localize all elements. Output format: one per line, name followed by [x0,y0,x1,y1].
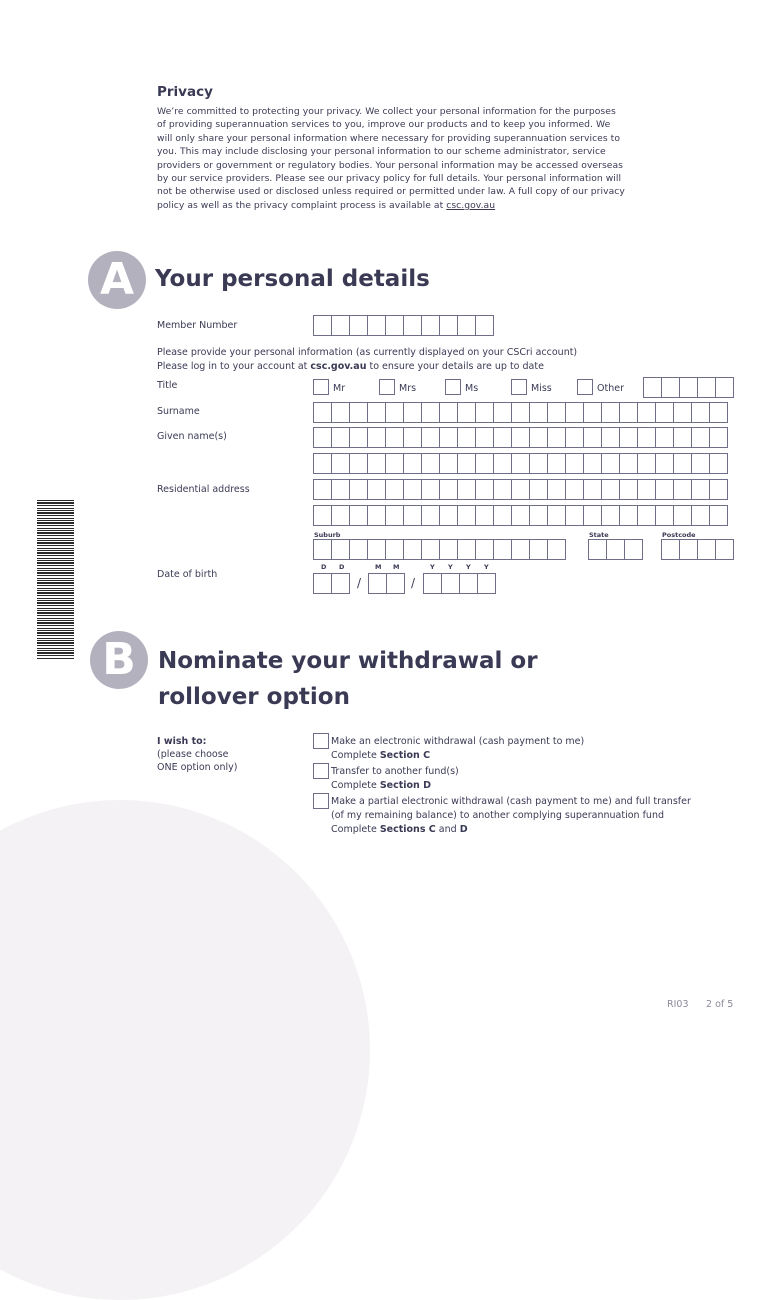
dob-slash-1: / [357,576,362,590]
option-cash-withdrawal-text: Make an electronic withdrawal (cash payment to me) Complete Section C [331,736,585,761]
suburb-label: Suburb [314,531,341,539]
title-miss-checkbox[interactable] [511,379,527,395]
dob-month-input[interactable] [368,573,405,594]
title-mr-checkbox[interactable] [313,379,329,395]
dob-hint-d1: D [321,563,327,571]
option-partial-withdrawal-text: Make a partial electronic withdrawal (cash payment to me) and full transfer (of my remaining balance) to another complying superannuation fund Complete Sections C and D [331,796,691,835]
dob-hint-y2: Y [448,563,453,571]
given-names-input-1[interactable] [313,427,728,448]
given-names-input-2[interactable] [313,453,728,474]
surname-label: Surname [157,406,200,417]
section-a-badge: A [88,251,146,309]
dob-slash-2: / [411,576,416,590]
dob-label: Date of birth [157,569,218,580]
instruction-line-2: Please log in to your account at csc.gov.au to ensure your details are up to date [157,361,544,372]
dob-year-input[interactable] [423,573,496,594]
title-other-checkbox[interactable] [577,379,593,395]
title-other-label: Other [597,383,624,394]
title-miss-label: Miss [531,383,552,394]
member-number-input[interactable] [313,315,494,336]
state-input[interactable] [588,539,643,560]
page-number: 2 of 5 [706,999,734,1010]
choose-line-2: ONE option only) [157,762,238,773]
login-link[interactable]: csc.gov.au [310,361,367,372]
given-names-label: Given name(s) [157,431,227,442]
privacy-heading: Privacy [157,84,213,100]
member-number-label: Member Number [157,320,238,331]
surname-input[interactable] [313,402,728,423]
dob-day-input[interactable] [313,573,350,594]
address-input-2[interactable] [313,505,728,526]
address-input-1[interactable] [313,479,728,500]
title-ms-label: Ms [465,383,479,394]
postcode-input[interactable] [661,539,734,560]
wish-label: I wish to: [157,736,207,747]
section-b-badge: B [90,631,148,689]
state-label: State [589,531,609,539]
option-partial-withdrawal-checkbox[interactable] [313,793,329,809]
dob-hint-y4: Y [484,563,489,571]
option-cash-withdrawal-checkbox[interactable] [313,733,329,749]
barcode [37,500,74,660]
address-label: Residential address [157,484,250,495]
title-mrs-label: Mrs [399,383,417,394]
dob-hint-m1: M [375,563,382,571]
choose-line-1: (please choose [157,749,229,760]
dob-hint-y1: Y [430,563,435,571]
section-b-title-line-1: Nominate your withdrawal or [158,648,538,674]
section-a-title: Your personal details [155,266,430,292]
postcode-label: Postcode [662,531,696,539]
form-code: RI03 [667,999,689,1010]
privacy-text: We’re committed to protecting your privacy. We collect your personal information for the purposes of providing superannuation services to you, improve our products and to keep you informed. We will only share your personal information where necessary for providing superannuation services to you. This may include disclosing your personal information to our scheme administrator, service providers or government or regulatory bodies. Your personal information may be accessed overseas by our service providers. Please see our privacy policy for full details. Your personal information will not be otherwise used or disclosed unless required or permitted under law. A full copy of our privacy policy as well as the privacy complaint process is available at csc.gov.au [157,106,625,211]
dob-hint-m2: M [393,563,400,571]
section-b-title-line-2: rollover option [158,684,350,710]
option-transfer-checkbox[interactable] [313,763,329,779]
dob-hint-d2: D [339,563,345,571]
suburb-input[interactable] [313,539,566,560]
option-transfer-text: Transfer to another fund(s) Complete Section D [331,766,459,791]
title-other-input[interactable] [643,377,734,398]
instruction-line-1: Please provide your personal information (as currently displayed on your CSCri account) [157,347,578,358]
privacy-link[interactable]: csc.gov.au [446,199,496,211]
title-mrs-checkbox[interactable] [379,379,395,395]
title-ms-checkbox[interactable] [445,379,461,395]
dob-hint-y3: Y [466,563,471,571]
decorative-circle [0,800,370,1300]
title-label: Title [157,380,178,391]
title-mr-label: Mr [333,383,346,394]
